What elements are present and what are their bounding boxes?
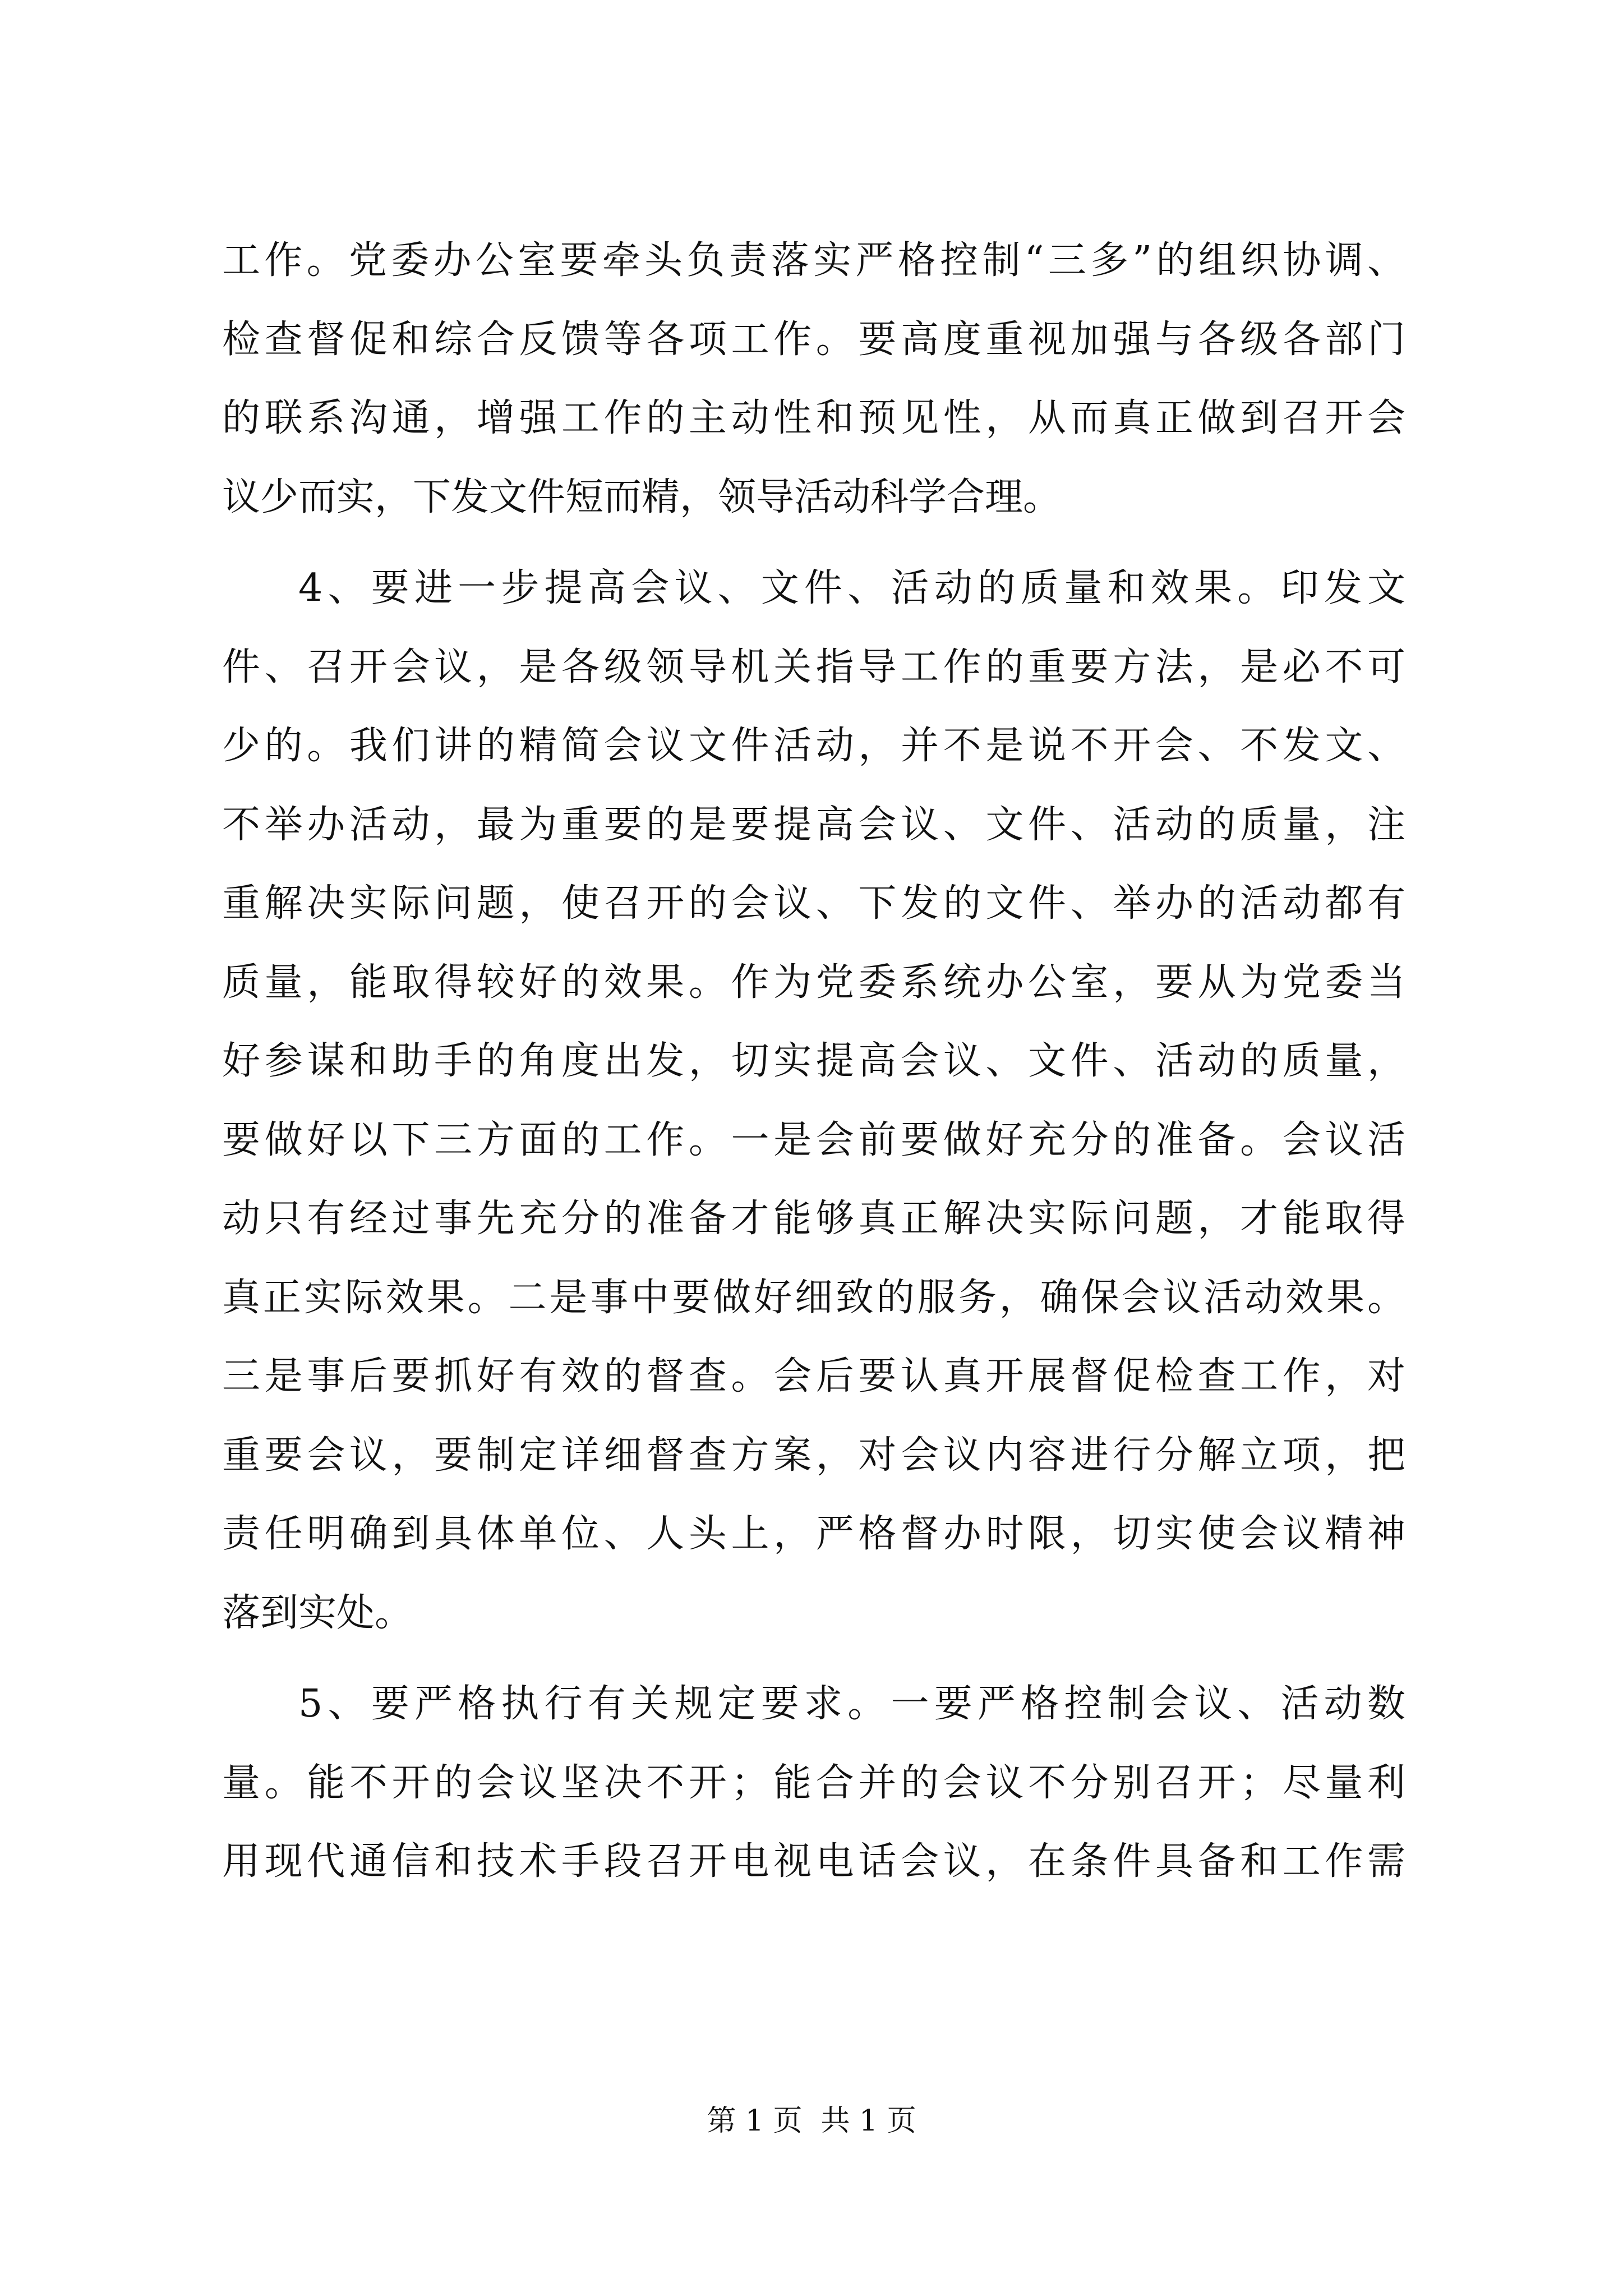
page-footer: 第 1 页 共 1 页: [707, 2104, 916, 2138]
paragraph-gap: [222, 537, 1405, 549]
paragraph-2: [222, 549, 1405, 1653]
text-line: 少的。我们讲的精简会议文件活动，并不是说不开会、不发文、: [222, 724, 1405, 768]
text-line: 件、召开会议，是各级领导机关指导工作的重要方法，是必不可: [222, 645, 1405, 689]
text-line: 议少而实，下发文件短而精，领导活动科学合理。: [222, 475, 1062, 519]
text-line: 用现代通信和技术手段召开电视电话会议，在条件具备和工作需: [222, 1839, 1405, 1884]
text-line: 动只有经过事先充分的准备才能够真正解决实际问题，才能取得: [222, 1197, 1405, 1241]
paragraph-1: [222, 222, 1405, 537]
text-line: 重解决实际问题，使召开的会议、下发的文件、举办的活动都有: [222, 881, 1405, 926]
text-line: 要做好以下三方面的工作。一是会前要做好充分的准备。会议活: [222, 1117, 1405, 1162]
text-line: 4、要进一步提高会议、文件、活动的质量和效果。印发文: [298, 566, 1405, 610]
text-line: 质量，能取得较好的效果。作为党委系统办公室，要从为党委当: [222, 960, 1405, 1005]
text-line: 三是事后要抓好有效的督查。会后要认真开展督促检查工作，对: [222, 1354, 1405, 1398]
text-line: 好参谋和助手的角度出发，切实提高会议、文件、活动的质量，: [222, 1039, 1405, 1083]
text-line: 重要会议，要制定详细督查方案，对会议内容进行分解立项，把: [222, 1433, 1405, 1478]
paragraph-gap: [222, 1653, 1405, 1665]
text-line: 检查督促和综合反馈等各项工作。要高度重视加强与各级各部门: [222, 317, 1405, 362]
text-line: 的联系沟通，增强工作的主动性和预见性，从而真正做到召开会: [222, 396, 1405, 440]
text-line: 工作。党委办公室要牵头负责落实严格控制“三多”的组织协调、: [222, 238, 1405, 283]
text-line: 真正实际效果。二是事中要做好细致的服务，确保会议活动效果。: [222, 1275, 1405, 1320]
text-line: 量。能不开的会议坚决不开；能合并的会议不分别召开；尽量利: [222, 1760, 1405, 1805]
text-line: 责任明确到具体单位、人头上，严格督办时限，切实使会议精神: [222, 1512, 1405, 1556]
paragraph-3: [222, 1665, 1405, 1902]
text-line: 不举办活动，最为重要的是要提高会议、文件、活动的质量，注: [222, 802, 1405, 847]
text-line: 落到实处。: [222, 1590, 413, 1635]
text-line: 5、要严格执行有关规定要求。一要严格控制会议、活动数: [298, 1682, 1405, 1726]
document-body: [222, 222, 1405, 1902]
